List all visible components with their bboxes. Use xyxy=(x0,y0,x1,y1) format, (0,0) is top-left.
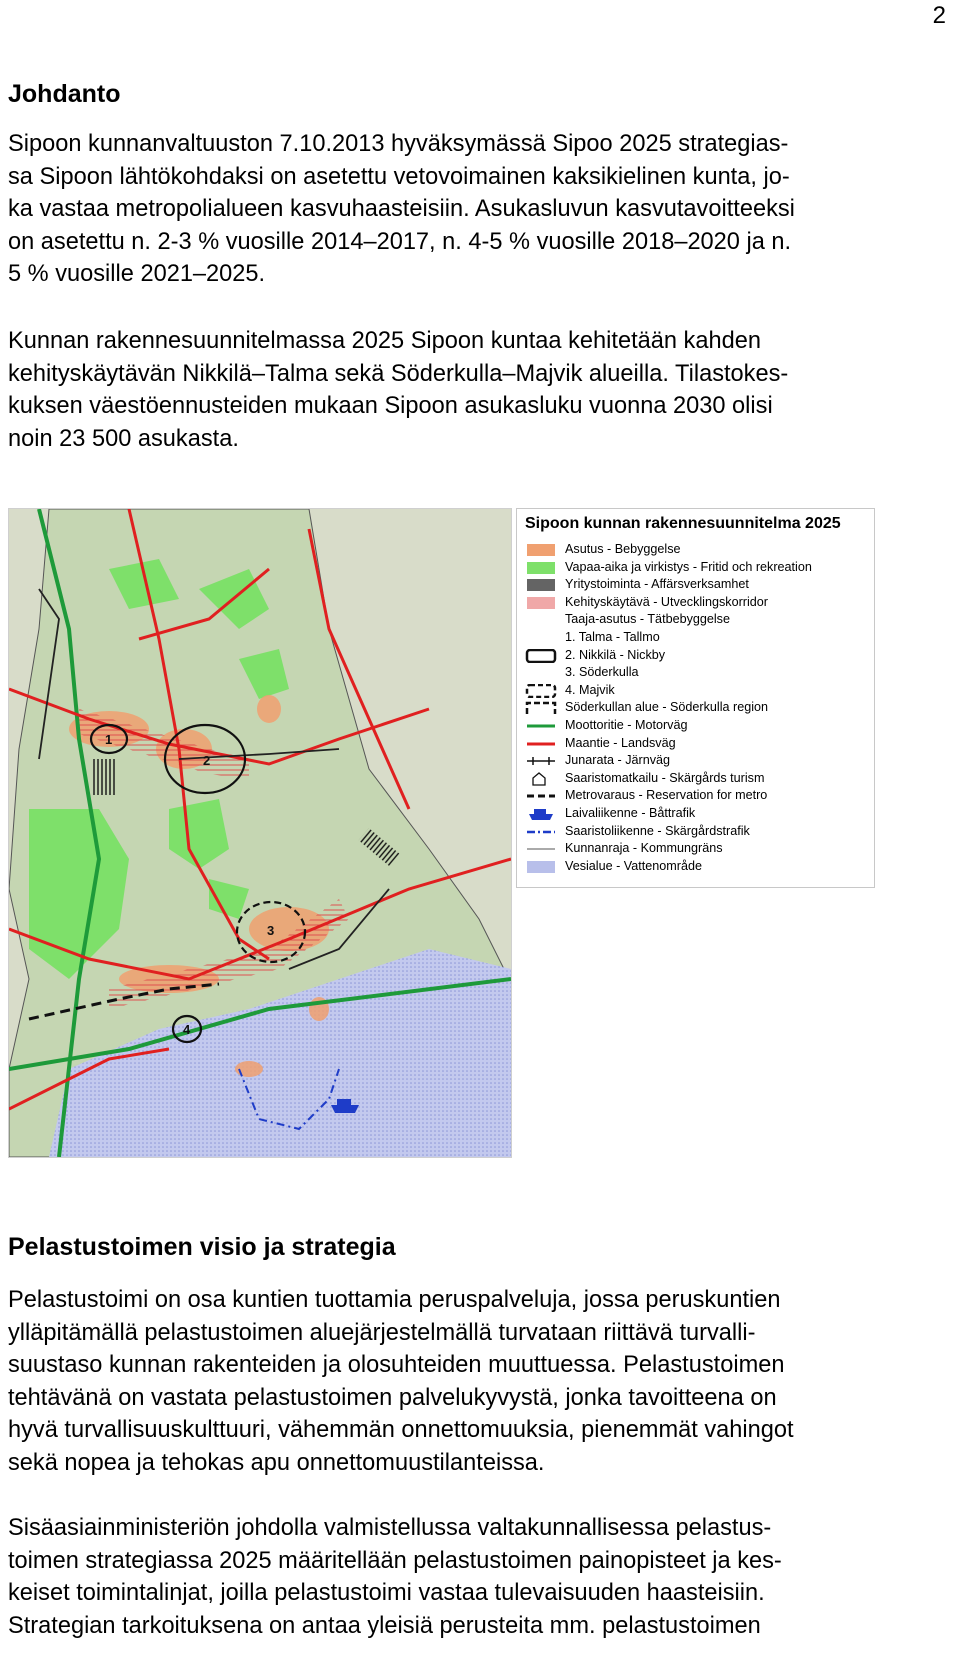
legend-symbol-icon xyxy=(525,772,557,786)
legend-item xyxy=(525,858,865,876)
text-line: sa Sipoon lähtökohdaksi on asetettu vetovoimainen kaksikielinen kunta, jo- xyxy=(8,163,790,190)
page-number: 2 xyxy=(932,2,946,29)
text-line: noin 23 500 asukasta. xyxy=(8,425,239,452)
legend-symbol-icon xyxy=(525,701,557,715)
text-line: Kunnan rakennesuunnitelmassa 2025 Sipoon kuntaa kehitetään kahden xyxy=(8,328,761,354)
map-graphic xyxy=(9,509,511,1157)
legend-label: Vapaa-aika ja virkistys - Fritid och rekreation xyxy=(565,559,812,574)
business-area xyxy=(93,759,115,795)
legend-item xyxy=(525,840,865,858)
text-line: Sipoon kunnanvaltuuston 7.10.2013 hyväksymässä Sipoo 2025 strategias- xyxy=(8,131,789,157)
legend-label: Metrovaraus - Reservation for metro xyxy=(565,788,768,803)
paragraph-intro xyxy=(8,128,938,291)
legend-symbol-icon xyxy=(525,807,557,821)
section-heading-pelastustoimi: Pelastustoimen visio ja strategia xyxy=(8,1233,396,1261)
legend-label: Asutus - Bebyggelse xyxy=(565,542,681,556)
legend-item xyxy=(525,770,865,788)
legend-item xyxy=(525,823,865,841)
legend-symbol-icon xyxy=(525,666,557,680)
legend-item xyxy=(525,576,865,594)
text-line: keiset toimintalinjat, joilla pelastustoimi vastaa tulevaisuuden haasteisiin. xyxy=(8,1580,765,1607)
legend-label: Söderkullan alue - Söderkulla region xyxy=(565,700,769,715)
legend-symbol-icon xyxy=(525,825,557,839)
legend-symbol-icon xyxy=(525,684,557,698)
structure-plan-map xyxy=(8,508,512,1158)
legend-label: Laivaliikenne - Båttrafik xyxy=(565,806,696,820)
legend-item xyxy=(525,541,865,559)
paragraph-strategy xyxy=(8,1512,938,1642)
legend-label: Saaristoliikenne - Skärgårdstrafik xyxy=(565,823,750,838)
text-line: tehtävänä on vastata pelastustoimen palvelukyvystä, jonka tavoitteena on xyxy=(8,1384,777,1411)
legend-item xyxy=(525,752,865,770)
legend-label: Taaja-asutus - Tätbebyggelse xyxy=(565,612,730,627)
text-line: kehityskäytävän Nikkilä–Talma sekä Söderkulla–Majvik alueilla. Tilastokes- xyxy=(8,360,789,387)
legend-symbol-icon xyxy=(525,578,557,592)
legend-label: Moottoritie - Motorväg xyxy=(565,718,688,732)
legend-item xyxy=(525,682,865,700)
text-line: toimen strategiassa 2025 määritellään pelastustoimen painopisteet ja kes- xyxy=(8,1547,782,1574)
text-line: hyvä turvallisuuskulttuuri, vähemmän onnettomuuksia, pienemmät vahingot xyxy=(8,1417,794,1444)
text-line: Sisäasiainministeriön johdolla valmistellussa valtakunnallisessa pelastus- xyxy=(8,1515,772,1541)
legend-symbol-icon xyxy=(525,613,557,627)
legend-item xyxy=(525,735,865,753)
legend-symbol-icon xyxy=(525,543,557,557)
text-line: Strategian tarkoituksena on antaa yleisiä perusteita mm. pelastustoimen xyxy=(8,1612,761,1639)
map-marker-1: 1 xyxy=(105,732,113,747)
legend-label: 4. Majvik xyxy=(565,682,615,697)
text-line: kuksen väestöennusteiden mukaan Sipoon asukasluku vuonna 2030 olisi xyxy=(8,393,773,420)
legend-symbol-icon xyxy=(525,719,557,733)
legend-item xyxy=(525,611,865,629)
legend-symbol-icon xyxy=(525,754,557,768)
legend-symbol-icon xyxy=(525,860,557,874)
text-line: ylläpitämällä pelastustoimen aluejärjestelmällä turvataan riittävä turvalli- xyxy=(8,1319,756,1346)
legend-item xyxy=(525,594,865,612)
map-legend xyxy=(516,508,875,888)
map-marker-2: 2 xyxy=(203,753,211,768)
legend-item xyxy=(525,629,865,647)
map-marker-3: 3 xyxy=(267,923,275,938)
legend-symbol-icon xyxy=(525,561,557,575)
text-line: sekä nopea ja tehokas apu onnettomuustilanteissa. xyxy=(8,1449,545,1476)
legend-item xyxy=(525,717,865,735)
legend-label: Kehityskäytävä - Utvecklingskorridor xyxy=(565,594,768,609)
legend-label: 2. Nikkilä - Nickby xyxy=(565,647,666,662)
legend-label: Yritystoiminta - Affärsverksamhet xyxy=(565,577,749,592)
legend-label: Junarata - Järnväg xyxy=(565,753,671,768)
legend-symbol-icon xyxy=(525,789,557,803)
legend-symbol-icon xyxy=(525,737,557,751)
text-line: suustaso kunnan rakenteiden ja olosuhteiden muuttuessa. Pelastustoimen xyxy=(8,1352,785,1379)
legend-item xyxy=(525,787,865,805)
map-marker-4: 4 xyxy=(183,1022,191,1037)
legend-title: Sipoon kunnan rakennesuunnitelma 2025 xyxy=(525,515,841,532)
paragraph-structure-plan xyxy=(8,325,938,455)
legend-item xyxy=(525,647,865,665)
legend-symbol-icon xyxy=(525,649,557,663)
legend-label: Saaristomatkailu - Skärgårds turism xyxy=(565,770,765,785)
text-line: Pelastustoimi on osa kuntien tuottamia peruspalveluja, jossa peruskuntien xyxy=(8,1287,781,1313)
text-line: ka vastaa metropolialueen kasvuhaasteisiin. Asukasluvun kasvutavoitteeksi xyxy=(8,196,795,223)
legend-label: 3. Söderkulla xyxy=(565,665,639,680)
paragraph-rescue-services xyxy=(8,1284,938,1480)
text-line: on asetettu n. 2-3 % vuosille 2014–2017, n. 4-5 % vuosille 2018–2020 ja n. xyxy=(8,228,792,255)
legend-item xyxy=(525,559,865,577)
legend-symbol-icon xyxy=(525,842,557,856)
section-heading-johdanto: Johdanto xyxy=(8,80,121,108)
legend-symbol-icon xyxy=(525,631,557,645)
legend-label: Vesialue - Vattenområde xyxy=(565,858,702,873)
legend-label: Maantie - Landsväg xyxy=(565,735,676,750)
legend-label: 1. Talma - Tallmo xyxy=(565,630,660,644)
legend-label: Kunnanraja - Kommungräns xyxy=(565,841,723,856)
text-line: 5 % vuosille 2021–2025. xyxy=(8,261,266,288)
legend-item xyxy=(525,664,865,682)
legend-item xyxy=(525,699,865,717)
legend-item xyxy=(525,805,865,823)
legend-symbol-icon xyxy=(525,596,557,610)
